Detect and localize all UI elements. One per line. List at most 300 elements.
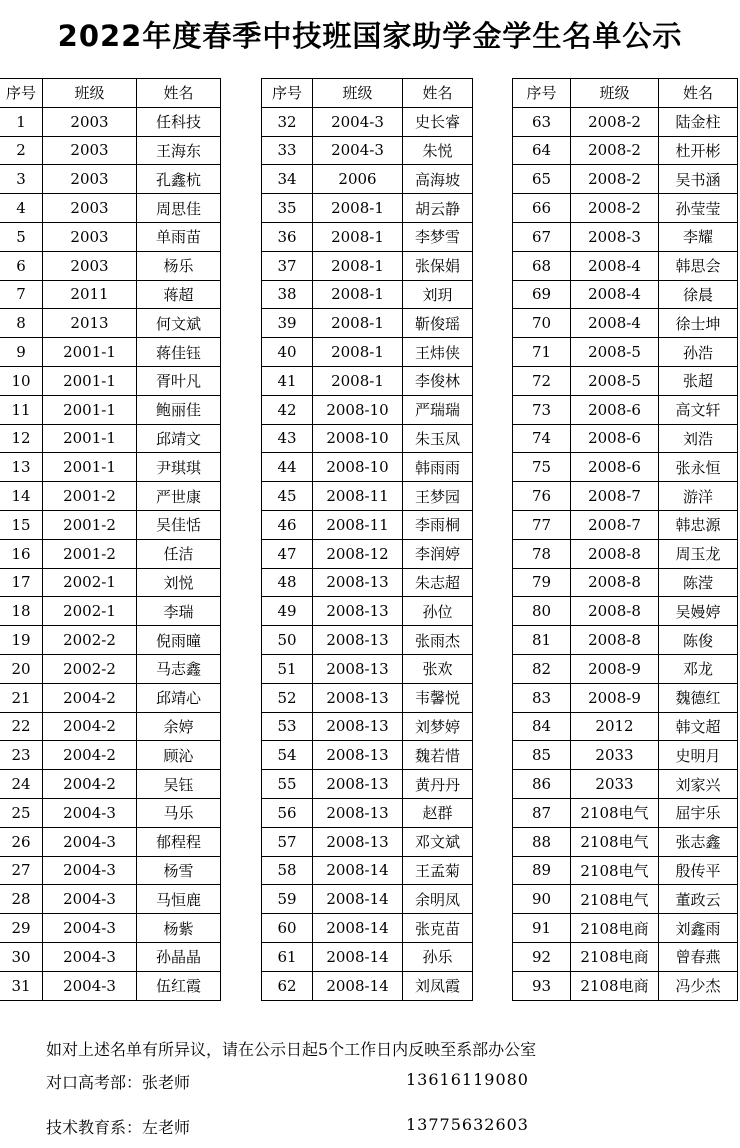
class-cell: 2003 bbox=[43, 136, 137, 165]
name-cell: 屈宇乐 bbox=[659, 798, 738, 827]
table-row bbox=[513, 136, 738, 165]
class-cell: 2008-10 bbox=[313, 424, 403, 453]
table-row bbox=[513, 856, 738, 885]
column-header: 班级 bbox=[313, 79, 403, 108]
class-cell: 2008-1 bbox=[313, 366, 403, 395]
name-cell: 邓龙 bbox=[659, 654, 738, 683]
class-cell: 2011 bbox=[43, 280, 137, 309]
class-cell: 2033 bbox=[571, 770, 659, 799]
seq-cell: 58 bbox=[262, 856, 313, 885]
name-cell: 鲍丽佳 bbox=[137, 395, 221, 424]
objection-notice: 如对上述名单有所异议，请在公示日起5个工作日内反映至系部办公室 bbox=[46, 1040, 537, 1059]
name-cell: 严瑞瑞 bbox=[403, 395, 473, 424]
seq-cell: 62 bbox=[262, 971, 313, 1000]
contact-row-2 bbox=[46, 1115, 529, 1138]
name-cell: 韩忠源 bbox=[659, 510, 738, 539]
class-cell: 2008-8 bbox=[571, 626, 659, 655]
seq-cell: 68 bbox=[513, 251, 571, 280]
class-cell: 2008-8 bbox=[571, 568, 659, 597]
table-row bbox=[513, 251, 738, 280]
class-cell: 2108电气 bbox=[571, 885, 659, 914]
table-row bbox=[262, 395, 473, 424]
table-row bbox=[513, 453, 738, 482]
seq-cell: 19 bbox=[0, 626, 43, 655]
name-cell: 邱靖文 bbox=[137, 424, 221, 453]
name-cell: 王孟菊 bbox=[403, 856, 473, 885]
class-cell: 2008-6 bbox=[571, 453, 659, 482]
seq-cell: 37 bbox=[262, 251, 313, 280]
name-cell: 顾沁 bbox=[137, 741, 221, 770]
name-cell: 吴嫚婷 bbox=[659, 597, 738, 626]
roster-table-3 bbox=[512, 78, 738, 1001]
class-cell: 2008-1 bbox=[313, 194, 403, 223]
seq-cell: 32 bbox=[262, 107, 313, 136]
name-cell: 吴书涵 bbox=[659, 165, 738, 194]
table-row bbox=[262, 539, 473, 568]
seq-cell: 6 bbox=[0, 251, 43, 280]
seq-cell: 89 bbox=[513, 856, 571, 885]
table-row bbox=[0, 453, 221, 482]
seq-cell: 25 bbox=[0, 798, 43, 827]
table-row bbox=[513, 482, 738, 511]
table-row bbox=[262, 827, 473, 856]
seq-cell: 4 bbox=[0, 194, 43, 223]
table-row bbox=[0, 165, 221, 194]
seq-cell: 13 bbox=[0, 453, 43, 482]
table-row bbox=[513, 107, 738, 136]
table-row bbox=[513, 626, 738, 655]
class-cell: 2033 bbox=[571, 741, 659, 770]
seq-cell: 87 bbox=[513, 798, 571, 827]
table-row bbox=[262, 136, 473, 165]
class-cell: 2004-3 bbox=[43, 971, 137, 1000]
seq-cell: 83 bbox=[513, 683, 571, 712]
table-row bbox=[262, 280, 473, 309]
class-cell: 2008-6 bbox=[571, 424, 659, 453]
class-cell: 2008-13 bbox=[313, 770, 403, 799]
table-row bbox=[513, 338, 738, 367]
table-row bbox=[262, 712, 473, 741]
class-cell: 2004-3 bbox=[43, 942, 137, 971]
class-cell: 2008-13 bbox=[313, 568, 403, 597]
seq-cell: 79 bbox=[513, 568, 571, 597]
class-cell: 2004-3 bbox=[43, 856, 137, 885]
name-cell: 魏德红 bbox=[659, 683, 738, 712]
class-cell: 2008-13 bbox=[313, 798, 403, 827]
class-cell: 2008-14 bbox=[313, 914, 403, 943]
class-cell: 2008-9 bbox=[571, 683, 659, 712]
seq-cell: 54 bbox=[262, 741, 313, 770]
class-cell: 2008-8 bbox=[571, 539, 659, 568]
seq-cell: 51 bbox=[262, 654, 313, 683]
name-cell: 任洁 bbox=[137, 539, 221, 568]
class-cell: 2008-14 bbox=[313, 885, 403, 914]
seq-cell: 92 bbox=[513, 942, 571, 971]
table-row bbox=[513, 424, 738, 453]
table-row bbox=[0, 885, 221, 914]
table-row bbox=[513, 280, 738, 309]
class-cell: 2008-2 bbox=[571, 107, 659, 136]
table-row bbox=[513, 770, 738, 799]
name-cell: 李俊林 bbox=[403, 366, 473, 395]
name-cell: 冯少杰 bbox=[659, 971, 738, 1000]
class-cell: 2002-2 bbox=[43, 654, 137, 683]
name-cell: 董政云 bbox=[659, 885, 738, 914]
class-cell: 2008-4 bbox=[571, 309, 659, 338]
table-row bbox=[0, 136, 221, 165]
class-cell: 2001-1 bbox=[43, 395, 137, 424]
table-row bbox=[262, 366, 473, 395]
table-row bbox=[0, 683, 221, 712]
name-cell: 高文轩 bbox=[659, 395, 738, 424]
table-row bbox=[262, 165, 473, 194]
seq-cell: 66 bbox=[513, 194, 571, 223]
table-row bbox=[513, 597, 738, 626]
table-row bbox=[0, 539, 221, 568]
table-row bbox=[513, 712, 738, 741]
table-row bbox=[0, 712, 221, 741]
name-cell: 游洋 bbox=[659, 482, 738, 511]
seq-cell: 12 bbox=[0, 424, 43, 453]
header-row bbox=[513, 79, 738, 108]
seq-cell: 80 bbox=[513, 597, 571, 626]
name-cell: 蒋超 bbox=[137, 280, 221, 309]
class-cell: 2002-1 bbox=[43, 597, 137, 626]
class-cell: 2008-2 bbox=[571, 136, 659, 165]
name-cell: 徐晨 bbox=[659, 280, 738, 309]
class-cell: 2008-8 bbox=[571, 597, 659, 626]
column-header: 姓名 bbox=[137, 79, 221, 108]
class-cell: 2001-1 bbox=[43, 424, 137, 453]
class-cell: 2008-14 bbox=[313, 942, 403, 971]
name-cell: 陈俊 bbox=[659, 626, 738, 655]
table-row bbox=[262, 885, 473, 914]
table-row bbox=[513, 222, 738, 251]
seq-cell: 8 bbox=[0, 309, 43, 338]
seq-cell: 48 bbox=[262, 568, 313, 597]
name-cell: 李润婷 bbox=[403, 539, 473, 568]
table-row bbox=[0, 222, 221, 251]
table-row bbox=[513, 942, 738, 971]
class-cell: 2008-11 bbox=[313, 510, 403, 539]
contact-phone: 13775632603 bbox=[406, 1115, 529, 1134]
seq-cell: 43 bbox=[262, 424, 313, 453]
seq-cell: 17 bbox=[0, 568, 43, 597]
name-cell: 伍红霞 bbox=[137, 971, 221, 1000]
roster-table-1 bbox=[0, 78, 221, 1001]
class-cell: 2008-7 bbox=[571, 510, 659, 539]
name-cell: 孙浩 bbox=[659, 338, 738, 367]
seq-cell: 29 bbox=[0, 914, 43, 943]
class-cell: 2108电商 bbox=[571, 971, 659, 1000]
seq-cell: 77 bbox=[513, 510, 571, 539]
seq-cell: 11 bbox=[0, 395, 43, 424]
table-row bbox=[0, 568, 221, 597]
seq-cell: 30 bbox=[0, 942, 43, 971]
name-cell: 孙莹莹 bbox=[659, 194, 738, 223]
name-cell: 张保娟 bbox=[403, 251, 473, 280]
seq-cell: 21 bbox=[0, 683, 43, 712]
class-cell: 2013 bbox=[43, 309, 137, 338]
contact-phone: 13616119080 bbox=[406, 1070, 529, 1089]
name-cell: 朱志超 bbox=[403, 568, 473, 597]
name-cell: 朱玉凤 bbox=[403, 424, 473, 453]
class-cell: 2008-6 bbox=[571, 395, 659, 424]
name-cell: 邓文斌 bbox=[403, 827, 473, 856]
name-cell: 曾春燕 bbox=[659, 942, 738, 971]
table-row bbox=[513, 568, 738, 597]
seq-cell: 40 bbox=[262, 338, 313, 367]
name-cell: 单雨苗 bbox=[137, 222, 221, 251]
table-row bbox=[262, 510, 473, 539]
column-header: 序号 bbox=[262, 79, 313, 108]
name-cell: 刘悦 bbox=[137, 568, 221, 597]
table-row bbox=[0, 309, 221, 338]
seq-cell: 59 bbox=[262, 885, 313, 914]
table-row bbox=[0, 395, 221, 424]
table-row bbox=[513, 885, 738, 914]
name-cell: 刘鑫雨 bbox=[659, 914, 738, 943]
name-cell: 王炜侠 bbox=[403, 338, 473, 367]
class-cell: 2008-10 bbox=[313, 395, 403, 424]
class-cell: 2004-3 bbox=[43, 914, 137, 943]
column-header: 姓名 bbox=[403, 79, 473, 108]
table-row bbox=[513, 539, 738, 568]
table-row bbox=[262, 626, 473, 655]
seq-cell: 49 bbox=[262, 597, 313, 626]
name-cell: 韩雨雨 bbox=[403, 453, 473, 482]
table-row bbox=[0, 482, 221, 511]
contact-label: 对口高考部：张老师 bbox=[46, 1073, 191, 1092]
name-cell: 王海东 bbox=[137, 136, 221, 165]
table-row bbox=[262, 856, 473, 885]
table-row bbox=[0, 856, 221, 885]
name-cell: 张克苗 bbox=[403, 914, 473, 943]
name-cell: 刘梦婷 bbox=[403, 712, 473, 741]
seq-cell: 42 bbox=[262, 395, 313, 424]
class-cell: 2008-3 bbox=[571, 222, 659, 251]
column-header: 姓名 bbox=[659, 79, 738, 108]
table-row bbox=[0, 770, 221, 799]
name-cell: 靳俊瑶 bbox=[403, 309, 473, 338]
class-cell: 2008-4 bbox=[571, 280, 659, 309]
seq-cell: 22 bbox=[0, 712, 43, 741]
seq-cell: 69 bbox=[513, 280, 571, 309]
header-row bbox=[262, 79, 473, 108]
column-header: 序号 bbox=[513, 79, 571, 108]
class-cell: 2008-13 bbox=[313, 712, 403, 741]
name-cell: 周玉龙 bbox=[659, 539, 738, 568]
seq-cell: 64 bbox=[513, 136, 571, 165]
class-cell: 2008-13 bbox=[313, 683, 403, 712]
seq-cell: 81 bbox=[513, 626, 571, 655]
class-cell: 2004-2 bbox=[43, 770, 137, 799]
table-row bbox=[0, 597, 221, 626]
table-row bbox=[513, 309, 738, 338]
class-cell: 2108电气 bbox=[571, 798, 659, 827]
class-cell: 2001-2 bbox=[43, 510, 137, 539]
seq-cell: 27 bbox=[0, 856, 43, 885]
class-cell: 2001-1 bbox=[43, 366, 137, 395]
seq-cell: 2 bbox=[0, 136, 43, 165]
class-cell: 2001-2 bbox=[43, 539, 137, 568]
table-row bbox=[513, 395, 738, 424]
table-row bbox=[0, 424, 221, 453]
contact-row-1 bbox=[46, 1070, 529, 1093]
table-row bbox=[0, 798, 221, 827]
name-cell: 陆金柱 bbox=[659, 107, 738, 136]
seq-cell: 39 bbox=[262, 309, 313, 338]
class-cell: 2008-9 bbox=[571, 654, 659, 683]
table-row bbox=[513, 366, 738, 395]
seq-cell: 14 bbox=[0, 482, 43, 511]
table-row bbox=[513, 654, 738, 683]
table-row bbox=[513, 683, 738, 712]
seq-cell: 55 bbox=[262, 770, 313, 799]
class-cell: 2008-1 bbox=[313, 338, 403, 367]
class-cell: 2008-5 bbox=[571, 366, 659, 395]
seq-cell: 85 bbox=[513, 741, 571, 770]
table-row bbox=[262, 338, 473, 367]
table-row bbox=[262, 597, 473, 626]
seq-cell: 3 bbox=[0, 165, 43, 194]
name-cell: 孔鑫杭 bbox=[137, 165, 221, 194]
seq-cell: 65 bbox=[513, 165, 571, 194]
class-cell: 2003 bbox=[43, 165, 137, 194]
name-cell: 吴佳恬 bbox=[137, 510, 221, 539]
seq-cell: 24 bbox=[0, 770, 43, 799]
class-cell: 2008-1 bbox=[313, 222, 403, 251]
name-cell: 史长睿 bbox=[403, 107, 473, 136]
table-row bbox=[513, 798, 738, 827]
name-cell: 杜开彬 bbox=[659, 136, 738, 165]
class-cell: 2008-1 bbox=[313, 309, 403, 338]
name-cell: 邱靖心 bbox=[137, 683, 221, 712]
name-cell: 高海坡 bbox=[403, 165, 473, 194]
class-cell: 2008-13 bbox=[313, 827, 403, 856]
table-row bbox=[262, 453, 473, 482]
table-row bbox=[0, 971, 221, 1000]
class-cell: 2008-2 bbox=[571, 194, 659, 223]
seq-cell: 74 bbox=[513, 424, 571, 453]
table-row bbox=[0, 914, 221, 943]
seq-cell: 88 bbox=[513, 827, 571, 856]
seq-cell: 76 bbox=[513, 482, 571, 511]
table-row bbox=[0, 827, 221, 856]
class-cell: 2004-3 bbox=[43, 827, 137, 856]
class-cell: 2002-2 bbox=[43, 626, 137, 655]
name-cell: 孙晶晶 bbox=[137, 942, 221, 971]
table-row bbox=[513, 194, 738, 223]
name-cell: 蒋佳钰 bbox=[137, 338, 221, 367]
name-cell: 李雨桐 bbox=[403, 510, 473, 539]
seq-cell: 71 bbox=[513, 338, 571, 367]
name-cell: 马乐 bbox=[137, 798, 221, 827]
class-cell: 2004-2 bbox=[43, 712, 137, 741]
name-cell: 史明月 bbox=[659, 741, 738, 770]
column-header: 班级 bbox=[571, 79, 659, 108]
seq-cell: 34 bbox=[262, 165, 313, 194]
table-row bbox=[262, 741, 473, 770]
name-cell: 孙乐 bbox=[403, 942, 473, 971]
name-cell: 王梦园 bbox=[403, 482, 473, 511]
name-cell: 张志鑫 bbox=[659, 827, 738, 856]
table-row bbox=[262, 683, 473, 712]
name-cell: 郁程程 bbox=[137, 827, 221, 856]
seq-cell: 18 bbox=[0, 597, 43, 626]
seq-cell: 70 bbox=[513, 309, 571, 338]
table-row bbox=[513, 741, 738, 770]
table-row bbox=[0, 366, 221, 395]
name-cell: 魏若惜 bbox=[403, 741, 473, 770]
name-cell: 刘浩 bbox=[659, 424, 738, 453]
seq-cell: 9 bbox=[0, 338, 43, 367]
page-title: 2022年度春季中技班国家助学金学生名单公示 bbox=[57, 19, 683, 53]
seq-cell: 15 bbox=[0, 510, 43, 539]
class-cell: 2008-11 bbox=[313, 482, 403, 511]
table-row bbox=[262, 971, 473, 1000]
name-cell: 韩思会 bbox=[659, 251, 738, 280]
table-row bbox=[513, 827, 738, 856]
seq-cell: 7 bbox=[0, 280, 43, 309]
seq-cell: 63 bbox=[513, 107, 571, 136]
name-cell: 孙位 bbox=[403, 597, 473, 626]
table-row bbox=[513, 971, 738, 1000]
name-cell: 张超 bbox=[659, 366, 738, 395]
name-cell: 何文斌 bbox=[137, 309, 221, 338]
class-cell: 2002-1 bbox=[43, 568, 137, 597]
contact-label: 技术教育系：左老师 bbox=[46, 1118, 191, 1137]
name-cell: 马恒鹿 bbox=[137, 885, 221, 914]
name-cell: 余明凤 bbox=[403, 885, 473, 914]
class-cell: 2008-2 bbox=[571, 165, 659, 194]
table-row bbox=[513, 510, 738, 539]
name-cell: 严世康 bbox=[137, 482, 221, 511]
class-cell: 2004-3 bbox=[313, 107, 403, 136]
class-cell: 2004-2 bbox=[43, 741, 137, 770]
seq-cell: 78 bbox=[513, 539, 571, 568]
name-cell: 杨雪 bbox=[137, 856, 221, 885]
name-cell: 胥叶凡 bbox=[137, 366, 221, 395]
class-cell: 2001-1 bbox=[43, 453, 137, 482]
class-cell: 2008-10 bbox=[313, 453, 403, 482]
seq-cell: 38 bbox=[262, 280, 313, 309]
class-cell: 2004-2 bbox=[43, 683, 137, 712]
seq-cell: 46 bbox=[262, 510, 313, 539]
table-row bbox=[262, 654, 473, 683]
seq-cell: 20 bbox=[0, 654, 43, 683]
name-cell: 李耀 bbox=[659, 222, 738, 251]
seq-cell: 53 bbox=[262, 712, 313, 741]
column-header: 序号 bbox=[0, 79, 43, 108]
class-cell: 2008-13 bbox=[313, 597, 403, 626]
name-cell: 杨紫 bbox=[137, 914, 221, 943]
seq-cell: 84 bbox=[513, 712, 571, 741]
table-row bbox=[262, 798, 473, 827]
name-cell: 朱悦 bbox=[403, 136, 473, 165]
class-cell: 2006 bbox=[313, 165, 403, 194]
name-cell: 张欢 bbox=[403, 654, 473, 683]
seq-cell: 31 bbox=[0, 971, 43, 1000]
table-row bbox=[262, 222, 473, 251]
class-cell: 2008-5 bbox=[571, 338, 659, 367]
table-row bbox=[262, 309, 473, 338]
class-cell: 2003 bbox=[43, 107, 137, 136]
class-cell: 2001-1 bbox=[43, 338, 137, 367]
seq-cell: 10 bbox=[0, 366, 43, 395]
class-cell: 2004-3 bbox=[43, 798, 137, 827]
table-row bbox=[262, 107, 473, 136]
